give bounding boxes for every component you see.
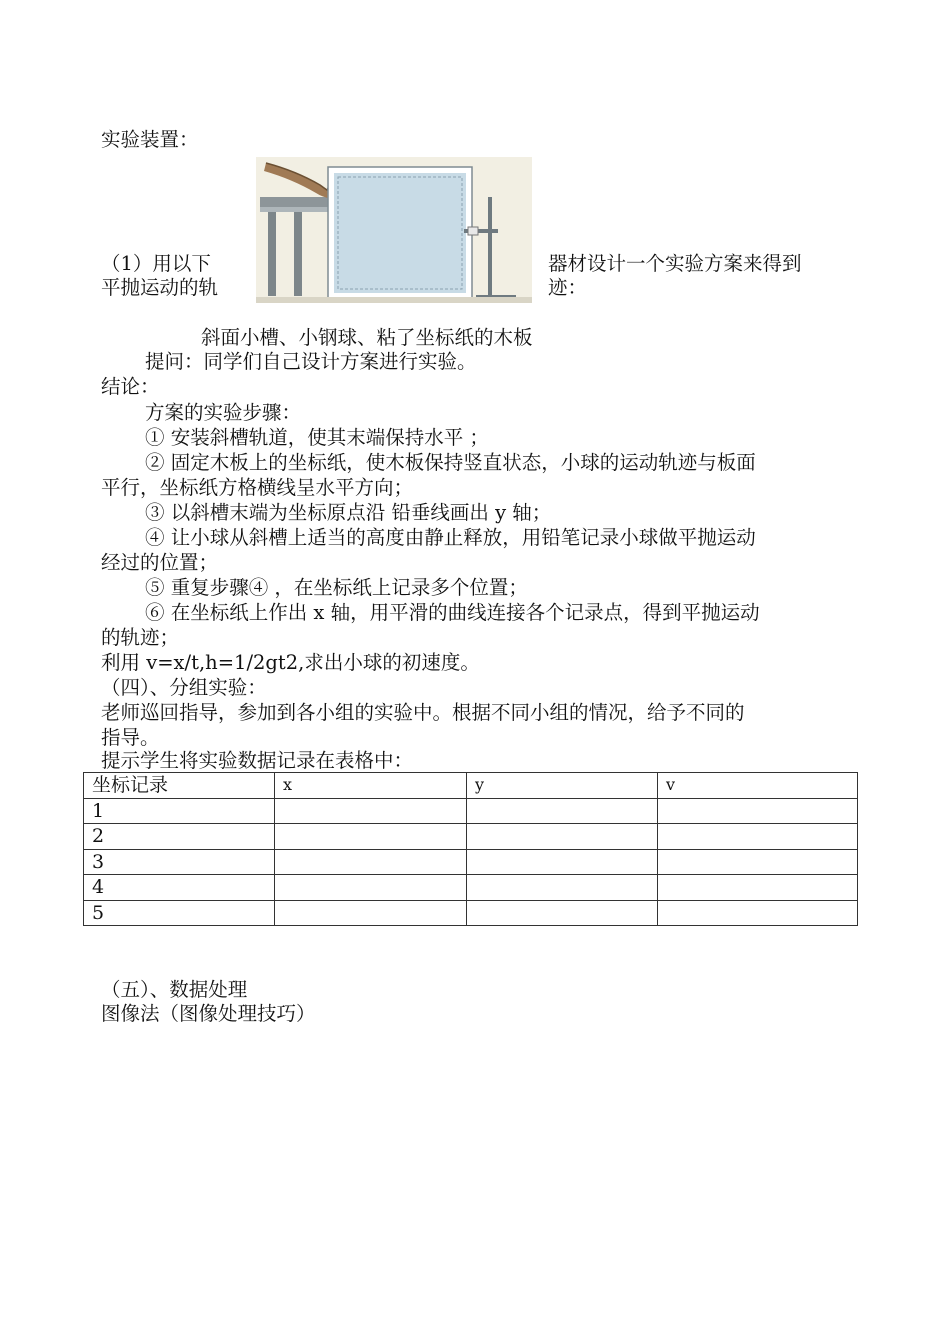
graph-method: 图像法（图像处理技巧） xyxy=(101,1002,316,1025)
table-header-cell: v xyxy=(658,773,858,799)
table-header-row xyxy=(84,773,858,799)
empty-cell[interactable] xyxy=(658,900,858,926)
empty-cell[interactable] xyxy=(275,875,467,901)
empty-cell[interactable] xyxy=(467,875,658,901)
empty-cell[interactable] xyxy=(275,798,467,824)
table-header-cell: x xyxy=(275,773,467,799)
row-index-cell: 1 xyxy=(84,798,275,824)
row-index-cell: 2 xyxy=(84,824,275,850)
empty-cell[interactable] xyxy=(275,900,467,926)
table-row xyxy=(84,849,858,875)
step-3: ③ 以斜槽末端为坐标原点沿 铅垂线画出 y 轴； xyxy=(145,501,552,524)
conclusion-label: 结论： xyxy=(101,375,160,398)
empty-cell[interactable] xyxy=(275,824,467,850)
q1-right-line2: 迹： xyxy=(548,276,588,299)
step-4-line2: 经过的位置； xyxy=(101,551,219,574)
steps-title: 方案的实验步骤： xyxy=(145,401,302,424)
step-2-line1: ② 固定木板上的坐标纸，使木板保持竖直状态，小球的运动轨迹与板面 xyxy=(145,451,756,474)
step-6-line1: ⑥ 在坐标纸上作出 x 轴，用平滑的曲线连接各个记录点，得到平抛运动 xyxy=(145,601,760,624)
step-4-line1: ④ 让小球从斜槽上适当的高度由静止释放，用铅笔记录小球做平抛运动 xyxy=(145,526,756,549)
empty-cell[interactable] xyxy=(467,849,658,875)
materials-list: 斜面小槽、小钢球、粘了坐标纸的木板 xyxy=(201,326,533,349)
apparatus-heading: 实验装置： xyxy=(101,128,199,151)
data-processing-heading: （五）、数据处理 xyxy=(101,978,248,1001)
group-text-line2: 指导。 xyxy=(101,726,160,749)
velocity-formula: 利用 v=x/t,h=1/2gt2,求出小球的初速度。 xyxy=(101,651,480,674)
table-row xyxy=(84,875,858,901)
empty-cell[interactable] xyxy=(658,824,858,850)
q1-left-line1: （1）用以下 xyxy=(101,252,211,275)
empty-cell[interactable] xyxy=(658,849,858,875)
empty-cell[interactable] xyxy=(467,824,658,850)
empty-cell[interactable] xyxy=(658,875,858,901)
row-index-cell: 4 xyxy=(84,875,275,901)
table-row xyxy=(84,900,858,926)
group-text-line1: 老师巡回指导，参加到各小组的实验中。根据不同小组的情况，给予不同的 xyxy=(101,701,745,724)
step-5: ⑤ 重复步骤④ ，在坐标纸上记录多个位置； xyxy=(145,576,528,599)
question-prompt: 提问：同学们自己设计方案进行实验。 xyxy=(145,350,477,373)
projectile-apparatus-icon xyxy=(256,157,532,303)
table-prompt: 提示学生将实验数据记录在表格中： xyxy=(101,749,414,772)
q1-left-line2: 平抛运动的轨 xyxy=(101,276,219,299)
step-1: ① 安装斜槽轨道，使其末端保持水平 ； xyxy=(145,426,489,449)
table-row xyxy=(84,824,858,850)
empty-cell[interactable] xyxy=(467,798,658,824)
coordinate-record-table xyxy=(83,772,858,926)
empty-cell[interactable] xyxy=(658,798,858,824)
row-index-cell: 3 xyxy=(84,849,275,875)
table-header-cell: 坐标记录 xyxy=(84,773,275,799)
step-6-line2: 的轨迹； xyxy=(101,626,180,649)
group-experiment-heading: （四）、分组实验： xyxy=(101,676,267,699)
table-row xyxy=(84,798,858,824)
empty-cell[interactable] xyxy=(467,900,658,926)
row-index-cell: 5 xyxy=(84,900,275,926)
step-2-line2: 平行，坐标纸方格横线呈水平方向； xyxy=(101,476,414,499)
q1-right-line1: 器材设计一个实验方案来得到 xyxy=(548,252,802,275)
table-header-cell: y xyxy=(467,773,658,799)
empty-cell[interactable] xyxy=(275,849,467,875)
